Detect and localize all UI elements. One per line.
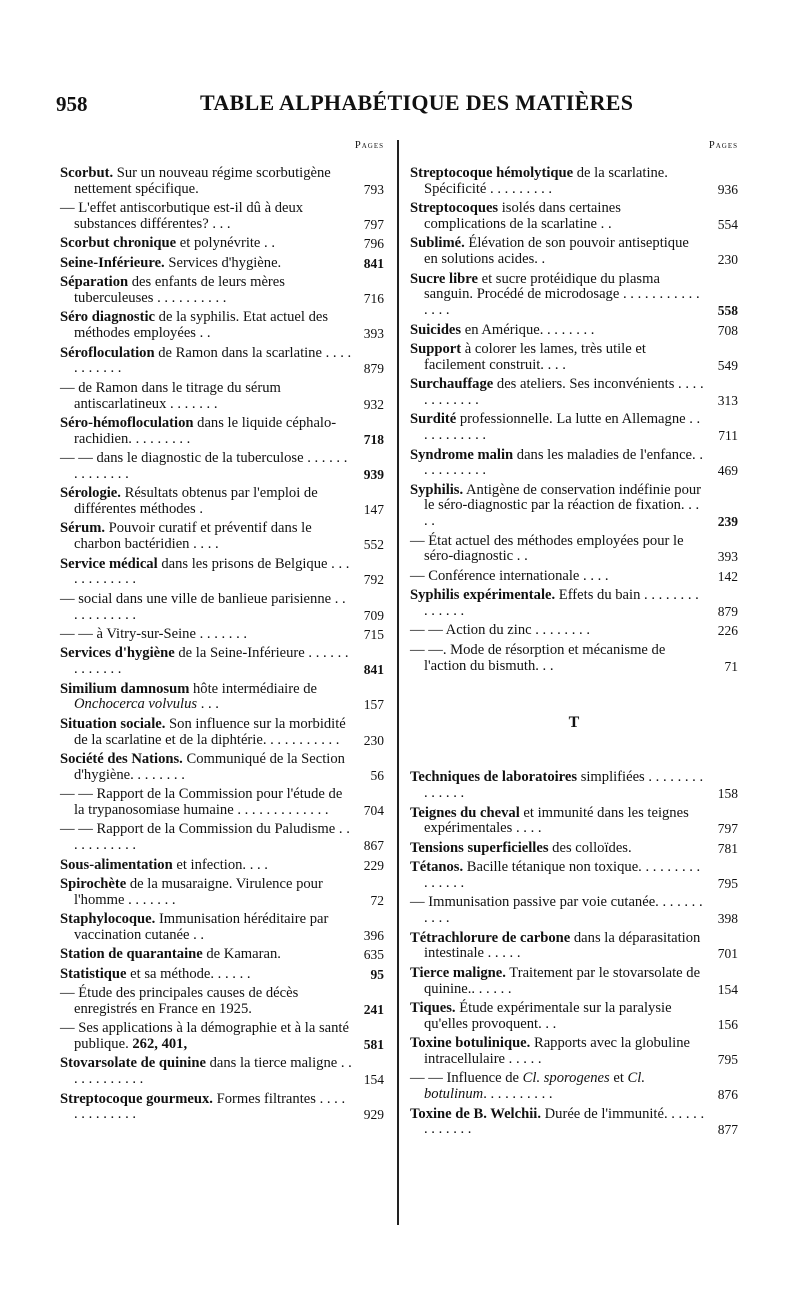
entry-heading: Tierce maligne. <box>410 964 506 981</box>
entry-page-number: 241 <box>363 1001 384 1017</box>
entry-heading: Tensions superficielles <box>410 839 549 856</box>
entry-description: — Conférence internationale . . . . <box>410 567 609 584</box>
right-column <box>410 140 738 1142</box>
index-entry <box>60 451 384 483</box>
entry-description: dans le liquide céphalo-rachidien. . . . . . . . . <box>74 414 337 447</box>
entry-page-number: 396 <box>363 927 384 943</box>
entry-description: hôte intermédiaire de <box>189 680 317 697</box>
entry-description: — Étude des principales causes de décès enregistrés en France en 1925. <box>60 985 299 1017</box>
index-entry <box>60 557 384 589</box>
entry-text <box>410 860 710 892</box>
index-entry <box>60 947 384 963</box>
entry-text <box>60 912 356 944</box>
entry-description: Services d'hygiène. <box>164 254 282 271</box>
entry-text <box>410 806 710 838</box>
entry-page-number: 56 <box>370 767 384 783</box>
entry-page-number: 797 <box>363 216 384 232</box>
entry-page-number: 841 <box>363 662 384 678</box>
index-entry <box>410 588 738 620</box>
entry-page-number: 795 <box>717 1051 738 1067</box>
entry-description: Résultats obtenus par l'emploi de différentes méthodes . <box>74 485 318 518</box>
entry-description: des colloïdes. <box>548 839 632 856</box>
entry-heading: Seine-Inférieure. <box>60 254 165 271</box>
entry-page-number: 879 <box>717 604 738 620</box>
entry-description: Immunisation héréditaire par vaccination cutanée . . <box>74 911 329 943</box>
entry-page-number: 552 <box>363 537 384 553</box>
index-entry <box>60 1056 384 1088</box>
index-entry <box>60 381 384 413</box>
index-entry <box>410 236 738 268</box>
entry-page-number: 877 <box>717 1122 738 1138</box>
index-entry <box>60 166 384 198</box>
pages-label: Pages <box>354 140 384 151</box>
page-title: TABLE ALPHABÉTIQUE DES MATIÈRES <box>200 90 634 115</box>
entry-text <box>410 272 710 319</box>
entry-heading: Sérofloculation <box>60 344 155 361</box>
entry-description: et <box>609 1070 628 1087</box>
entry-page-number: 701 <box>717 946 738 962</box>
entry-text <box>60 947 356 963</box>
entry-page-number: 226 <box>717 623 738 639</box>
index-entry <box>410 201 738 233</box>
entry-page-number: 393 <box>363 326 384 342</box>
entry-page-number: 867 <box>363 838 384 854</box>
index-entry <box>410 483 738 530</box>
index-entry <box>60 256 384 272</box>
entry-heading: Techniques de laboratoires <box>410 769 578 786</box>
entry-page-number: 142 <box>717 568 738 584</box>
index-entry <box>60 416 384 448</box>
index-entry <box>410 1107 738 1139</box>
entry-text <box>410 201 710 233</box>
index-entry <box>60 986 384 1018</box>
entry-page-number: 929 <box>363 1107 384 1123</box>
index-entry <box>60 486 384 518</box>
entry-heading: Teignes du cheval <box>410 804 520 821</box>
entry-page-number: 156 <box>717 1016 738 1032</box>
entry-description: et infection. . . . <box>172 856 268 873</box>
entry-text <box>60 256 356 272</box>
index-entry <box>410 623 738 639</box>
entry-heading: Staphylocoque. <box>60 911 156 928</box>
entry-description: — —. Mode de résorption et mécanisme de l'action du bismuth. . . <box>410 641 666 674</box>
entry-page-number: 398 <box>717 911 738 927</box>
entry-page-number: 795 <box>717 875 738 891</box>
entry-heading: Station de quarantaine <box>60 946 203 963</box>
entry-description: dans les maladies de l'enfance. . . . . . . . . . . <box>424 446 703 479</box>
index-entry <box>410 166 738 198</box>
index-entry <box>60 787 384 819</box>
entry-heading: Sérologie. <box>60 485 121 502</box>
entry-heading: Tétanos. <box>410 859 464 876</box>
entry-heading: Syphilis. <box>410 481 464 498</box>
entry-text <box>410 1036 710 1068</box>
entry-heading: Situation sociale. <box>60 715 166 732</box>
entry-text <box>60 752 356 784</box>
entry-italic: Cl. botulinum <box>424 1070 645 1103</box>
entry-heading: Séro diagnostic <box>60 309 156 326</box>
entry-text <box>60 646 356 678</box>
index-entry <box>410 931 738 963</box>
entry-description: Son influence sur la morbidité de la scarlatine et de la diphtérie. . . . . . . . . . . <box>74 715 346 748</box>
entry-description: et polynévrite . . <box>176 235 275 252</box>
entry-page-number: 549 <box>717 357 738 373</box>
right-entries-s <box>410 166 738 674</box>
index-entry <box>60 752 384 784</box>
index-entry <box>60 627 384 643</box>
entry-text <box>410 323 710 339</box>
entry-description: et immunité dans les teignes expérimentales . . . . <box>424 804 689 837</box>
entry-description: Antigène de conservation indéfinie pour le séro-diagnostic par la réaction de fixation. . . . . <box>424 481 702 530</box>
entry-text <box>410 342 710 374</box>
entry-page-number: 230 <box>363 732 384 748</box>
entry-text <box>410 966 710 998</box>
entry-description: Traitement par le stovarsolate de quinine.. . . . . . <box>424 964 701 997</box>
entry-page-number: 158 <box>717 786 738 802</box>
entry-page-number: 781 <box>717 840 738 856</box>
entry-heading: Syndrome malin <box>410 446 514 463</box>
entry-heading: Streptocoque gourmeux. <box>60 1090 213 1107</box>
entry-italic: Onchocerca volvulus <box>74 696 198 713</box>
entry-description: — L'effet antiscorbutique est-il dû à deux substances différentes? . . . <box>60 200 304 232</box>
index-entry <box>410 966 738 998</box>
entry-heading: Support <box>410 340 462 357</box>
index-entry <box>60 1092 384 1124</box>
index-entry <box>410 534 738 566</box>
entry-description: et sucre protéidique du plasma sanguin. Procédé de microdosage . . . . . . . . . . . . . . . <box>424 270 700 319</box>
entry-page-number: 793 <box>363 181 384 197</box>
entry-heading: Scorbut. <box>60 165 114 181</box>
entry-description: — — dans le diagnostic de la tuberculose . . . . . . . . . . . . . . <box>60 450 348 482</box>
entry-page-number: 936 <box>717 181 738 197</box>
entry-text <box>410 895 710 927</box>
entry-heading: Stovarsolate de quinine <box>60 1055 206 1072</box>
entry-description: . . . <box>197 696 219 713</box>
entry-text <box>60 416 356 448</box>
entry-text <box>410 1107 710 1139</box>
entry-page-number: 704 <box>363 802 384 818</box>
index-entry <box>60 877 384 909</box>
entry-text <box>60 682 356 714</box>
entry-heading: Sublimé. <box>410 235 465 252</box>
entry-text <box>410 534 710 566</box>
entry-description: — Ses applications à la démographie et à la santé publique. <box>60 1020 349 1053</box>
entry-page-number: 72 <box>370 892 384 908</box>
entry-text <box>60 486 356 518</box>
entry-heading: Syphilis expérimentale. <box>410 587 556 604</box>
entry-description: . . . . . . . . . . <box>483 1086 553 1103</box>
entry-text <box>60 557 356 589</box>
entry-text <box>60 592 356 624</box>
entry-page-number: 939 <box>363 466 384 482</box>
entry-description: — — à Vitry-sur-Seine . . . . . . . <box>60 626 248 643</box>
entry-description: — — Influence de <box>410 1070 523 1087</box>
entry-text <box>410 377 710 409</box>
entry-description: de la musaraigne. Virulence pour l'homme . . . . . . . <box>74 875 323 908</box>
entry-page-number: 157 <box>363 697 384 713</box>
left-entries <box>60 166 384 1123</box>
index-entry <box>60 646 384 678</box>
index-entry <box>60 858 384 874</box>
entry-text <box>410 483 710 530</box>
entry-description: de Kamaran. <box>202 946 281 963</box>
entry-page-number: 716 <box>363 290 384 306</box>
index-entry <box>410 770 738 802</box>
entry-description: — — Action du zinc . . . . . . . . <box>410 622 590 639</box>
entry-description: en Amérique. . . . . . . . <box>461 321 595 338</box>
entry-text <box>60 1092 356 1124</box>
entry-description: — — Rapport de la Commission du Paludisme . . . . . . . . . . . <box>60 821 350 854</box>
entry-description: et sa méthode. . . . . . <box>126 965 251 982</box>
entry-text <box>60 787 356 819</box>
entry-description: Élévation de son pouvoir antiseptique en solutions acides. . <box>424 235 689 268</box>
entry-page-number: 796 <box>363 236 384 252</box>
index-entry <box>410 323 738 339</box>
entry-heading: Statistique <box>60 965 127 982</box>
entry-heading: Streptocoque hémolytique <box>410 165 574 181</box>
entry-heading: Service médical <box>60 555 158 572</box>
entry-page-number: 393 <box>717 549 738 565</box>
entry-page-number: 932 <box>363 396 384 412</box>
index-entry <box>60 275 384 307</box>
index-entry <box>60 682 384 714</box>
entry-text <box>410 1071 710 1103</box>
entry-heading: Sous-alimentation <box>60 856 173 873</box>
entry-description: des ateliers. Ses inconvénients . . . . . . . . . . . . <box>424 376 704 408</box>
entry-page-number: 709 <box>363 607 384 623</box>
index-entry <box>60 592 384 624</box>
entry-description: Communiqué de la Section d'hygiène. . . . . . . . <box>74 750 345 783</box>
entry-text <box>60 201 356 233</box>
entry-description: Sur un nouveau régime scorbutigène nettement spécifique. <box>74 165 331 197</box>
entry-text <box>410 931 710 963</box>
entry-text <box>410 588 710 620</box>
index-entry <box>410 569 738 585</box>
entry-page-number: 558 <box>717 303 738 319</box>
left-column <box>60 140 384 1127</box>
entry-description: — État actuel des méthodes employées pour le séro-diagnostic . . <box>410 532 684 565</box>
entry-description: — social dans une ville de banlieue parisienne . . . . . . . . . . . <box>60 590 346 623</box>
entry-page-number: 313 <box>717 392 738 408</box>
index-entry <box>410 1036 738 1068</box>
entry-description: professionnelle. La lutte en Allemagne . . . . . . . . . . . <box>424 411 701 444</box>
entry-refs: 262, 401, <box>132 1036 188 1053</box>
entry-description: de la Seine-Inférieure . . . . . . . . . . . . . <box>74 645 349 678</box>
entry-text <box>60 166 356 198</box>
entry-page-number: 708 <box>717 322 738 338</box>
entry-heading: Sérum. <box>60 520 105 537</box>
entry-page-number: 718 <box>363 431 384 447</box>
index-entry <box>410 377 738 409</box>
index-entry <box>60 236 384 252</box>
entry-text <box>410 412 710 444</box>
index-entry <box>410 1071 738 1103</box>
index-entry <box>410 806 738 838</box>
entry-text <box>60 236 356 252</box>
entry-heading: Streptocoques <box>410 200 499 217</box>
entry-description: — de Ramon dans le titrage du sérum antiscarlatineux . . . . . . . <box>60 379 281 412</box>
index-entry <box>60 822 384 854</box>
entry-description: isolés dans certaines complications de la scarlatine . . <box>424 200 621 232</box>
entry-heading: Surchauffage <box>410 376 494 393</box>
index-entry <box>410 412 738 444</box>
entry-description: de la scarlatine. Spécificité . . . . . . . . . <box>424 165 668 197</box>
entry-text <box>60 877 356 909</box>
entry-heading: Suicides <box>410 321 462 338</box>
right-entries-t <box>410 770 738 1138</box>
entry-text <box>410 448 710 480</box>
entry-heading: Similium damnosum <box>60 680 190 697</box>
entry-description: à colorer les lames, très utile et facilement construit. . . . <box>424 340 646 373</box>
entry-text <box>410 841 710 857</box>
entry-description: dans les prisons de Belgique . . . . . . . . . . . . <box>74 555 350 588</box>
entry-description: dans la déparasitation intestinale . . . . . <box>424 929 701 962</box>
index-entry <box>410 643 738 675</box>
entry-page-number: 711 <box>718 428 738 444</box>
entry-italic: Cl. sporogenes <box>522 1070 610 1087</box>
entry-description: Étude expérimentale sur la paralysie qu'elles provoquent. . . <box>424 999 672 1032</box>
entry-description: — Immunisation passive par voie cutanée. . . . . . . . . . . <box>410 894 703 927</box>
index-entry <box>410 272 738 319</box>
entry-text <box>60 451 356 483</box>
entry-text <box>410 166 710 198</box>
entry-text <box>60 275 356 307</box>
entry-text <box>60 822 356 854</box>
entry-page-number: 95 <box>370 966 384 982</box>
pages-label-right: Pages <box>708 140 738 151</box>
entry-heading: Toxine de B. Welchii. <box>410 1105 541 1122</box>
entry-text <box>410 1001 710 1033</box>
entry-text <box>60 1056 356 1088</box>
entry-page-number: 879 <box>363 361 384 377</box>
entry-description: Bacille tétanique non toxique. . . . . . . . . . . . . . . <box>424 859 701 891</box>
entry-description: Pouvoir curatif et préventif dans le charbon bactéridien . . . . <box>74 520 312 553</box>
entry-description: de la syphilis. Etat actuel des méthodes employées . . <box>74 309 329 342</box>
entry-page-number: 147 <box>363 502 384 518</box>
index-entry <box>410 895 738 927</box>
entry-text <box>410 643 710 675</box>
entry-page-number: 792 <box>363 572 384 588</box>
entry-page-number: 230 <box>717 252 738 268</box>
entry-text <box>410 770 710 802</box>
entry-page-number: 841 <box>363 255 384 271</box>
entry-heading: Scorbut chronique <box>60 235 177 252</box>
entry-text <box>60 986 356 1018</box>
entry-page-number: 581 <box>363 1037 384 1053</box>
index-entry <box>60 1021 384 1053</box>
entry-description: Effets du bain . . . . . . . . . . . . . . <box>424 587 699 620</box>
entry-description: simplifiées . . . . . . . . . . . . . . <box>424 769 704 802</box>
page-number: 958 <box>56 92 88 116</box>
entry-description: dans la tierce maligne . . . . . . . . . . . . <box>74 1055 352 1088</box>
index-entry <box>410 448 738 480</box>
entry-description: Rapports avec la globuline intracellulaire . . . . . <box>424 1035 690 1067</box>
index-entry <box>60 310 384 342</box>
section-letter: T <box>568 714 580 732</box>
entry-page-number: 71 <box>724 658 738 674</box>
entry-heading: Toxine botulinique. <box>410 1035 531 1052</box>
index-entry <box>410 1001 738 1033</box>
index-entry <box>60 912 384 944</box>
entry-text <box>410 569 710 585</box>
index-entry <box>60 521 384 553</box>
entry-heading: Sucre libre <box>410 270 478 287</box>
index-entry <box>60 967 384 983</box>
entry-heading: Tiques. <box>410 999 456 1016</box>
entry-description: Durée de l'immunité. . . . . . . . . . . . . <box>424 1105 705 1138</box>
entry-text <box>60 346 356 378</box>
entry-page-number: 154 <box>363 1072 384 1088</box>
entry-page-number: 554 <box>717 216 738 232</box>
index-entry <box>60 201 384 233</box>
entry-page-number: 154 <box>717 981 738 997</box>
entry-page-number: 715 <box>363 627 384 643</box>
entry-description: des enfants de leurs mères tuberculeuses . . . . . . . . . . <box>74 274 285 306</box>
entry-heading: Spirochète <box>60 875 127 892</box>
entry-page-number: 797 <box>717 821 738 837</box>
entry-page-number: 469 <box>717 463 738 479</box>
entry-description: de Ramon dans la scarlatine . . . . . . . . . . . <box>74 344 352 377</box>
entry-page-number: 239 <box>717 514 738 530</box>
index-entry <box>410 841 738 857</box>
entry-heading: Société des Nations. <box>60 750 183 767</box>
entry-page-number: 229 <box>363 857 384 873</box>
entry-heading: Séparation <box>60 274 129 291</box>
entry-heading: Tétrachlorure de carbone <box>410 929 571 946</box>
column-divider <box>397 140 399 1225</box>
entry-text <box>60 967 356 983</box>
entry-text <box>60 1021 356 1053</box>
entry-text <box>410 623 710 639</box>
entry-text <box>60 717 356 749</box>
entry-text <box>60 627 356 643</box>
entry-text <box>60 521 356 553</box>
entry-page-number: 876 <box>717 1087 738 1103</box>
index-entry <box>60 346 384 378</box>
index-entry <box>410 342 738 374</box>
entry-text <box>60 381 356 413</box>
index-entry <box>60 717 384 749</box>
entry-heading: Services d'hygiène <box>60 645 175 662</box>
entry-text <box>60 310 356 342</box>
entry-heading: Séro-hémofloculation <box>60 414 194 431</box>
entry-text <box>60 858 356 874</box>
entry-page-number: 635 <box>363 947 384 963</box>
index-entry <box>410 860 738 892</box>
entry-text <box>410 236 710 268</box>
entry-description: Formes filtrantes . . . . . . . . . . . . . <box>74 1090 346 1123</box>
entry-heading: Surdité <box>410 411 457 428</box>
entry-description: — — Rapport de la Commission pour l'étude de la trypanosomiase humaine . . . . . . . . . . . . . <box>60 786 343 818</box>
